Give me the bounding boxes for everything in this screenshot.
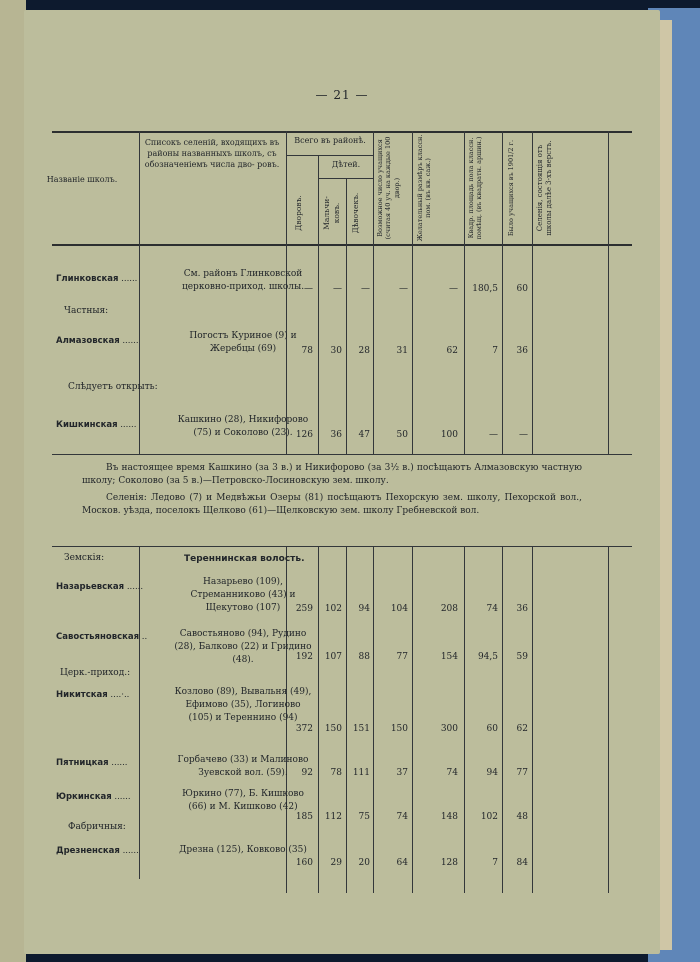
- cell-boys: 150: [324, 724, 342, 734]
- header-children: Дѣтей.: [331, 160, 361, 169]
- cell-area: 180,5: [472, 284, 498, 294]
- school-villages: Кашкино (28), Никифорово (75) и Соколово (23).: [177, 415, 309, 439]
- cell-pupils: 62: [516, 724, 528, 734]
- header-settlements: Селенія, состоящія отъ школы далѣе 3-хъ верстъ.: [536, 140, 554, 236]
- cell-girls: 94: [358, 604, 370, 614]
- book-page: [24, 10, 660, 954]
- cell-capacity: 150: [390, 724, 408, 734]
- school-villages: Юркино (77), Б. Кишково (66) и М. Кишково (42): [182, 789, 304, 813]
- cell-households: 126: [295, 430, 313, 440]
- header-girls: Дѣвочекъ.: [351, 192, 360, 234]
- cell-area: 94: [486, 768, 498, 778]
- school-villages: См. районъ Глинковской церковно-приход. школы.: [181, 269, 305, 293]
- section-label: Земскія:: [64, 553, 105, 563]
- cell-pupils: 60: [516, 284, 528, 294]
- cell-needed: 148: [440, 812, 458, 822]
- header-boys: Мальчи- ковъ.: [322, 196, 341, 230]
- section-label: Фабричныя:: [68, 822, 126, 832]
- cell-needed: 74: [446, 768, 458, 778]
- cell-households: 372: [295, 724, 313, 734]
- cell-boys: 112: [324, 812, 342, 822]
- cell-needed: 128: [440, 858, 458, 868]
- note-top-rule: [52, 454, 632, 455]
- cell-boys: 30: [330, 346, 342, 356]
- cell-capacity: 31: [396, 346, 408, 356]
- cell-households: 160: [295, 858, 313, 868]
- cell-area: —: [489, 430, 498, 440]
- page-edges: [658, 20, 672, 950]
- subheader-rule: [286, 155, 373, 156]
- header-area: Квадр. площадь пола классн. помѣщ. (въ квадратн. аршин.): [467, 136, 484, 240]
- header-pupils: Было учащихся въ 1901/2 г.: [507, 139, 515, 237]
- school-name: Глинковская ......: [56, 274, 138, 284]
- cell-girls: —: [361, 284, 370, 294]
- header-needed: Желательный размѣръ классн. пом. (въ кв. саж.): [416, 134, 433, 242]
- header-households: Дворовъ.: [294, 195, 303, 231]
- school-name: Савостьяновская ..: [56, 632, 148, 642]
- school-villages: Савостьяново (94), Рудино (28), Балково (22) и Гридино (48).: [174, 629, 312, 666]
- cell-pupils: 77: [516, 768, 528, 778]
- cell-area: 60: [486, 724, 498, 734]
- cell-area: 94,5: [477, 652, 498, 662]
- cell-girls: 75: [358, 812, 370, 822]
- cell-boys: 78: [330, 768, 342, 778]
- cell-pupils: 59: [516, 652, 528, 662]
- section-label: Слѣдуетъ открыть:: [68, 382, 158, 392]
- header-school: Названіе школъ.: [46, 175, 118, 184]
- school-name: Юркинская ......: [56, 792, 131, 802]
- cell-boys: 107: [324, 652, 342, 662]
- cell-capacity: —: [399, 284, 408, 294]
- cell-households: 259: [295, 604, 313, 614]
- cell-capacity: 50: [396, 430, 408, 440]
- page-number: — 21 —: [315, 88, 369, 102]
- cell-boys: 29: [330, 858, 342, 868]
- cell-girls: 47: [358, 430, 370, 440]
- school-name: Алмазовская ......: [56, 336, 139, 346]
- cell-capacity: 74: [396, 812, 408, 822]
- school-villages: Горбачево (33) и Малиново Зуевской вол. (59).: [177, 755, 309, 779]
- cell-households: 185: [295, 812, 313, 822]
- school-name: Кишкинская ......: [56, 420, 137, 430]
- section-label: Церк.-приход.:: [60, 668, 131, 678]
- school-villages: Дрезна (125), Ковково (35): [179, 845, 307, 855]
- cell-boys: —: [333, 284, 342, 294]
- cell-pupils: 48: [516, 812, 528, 822]
- cell-area: 7: [492, 858, 498, 868]
- school-name: Никитская ....·..: [56, 690, 130, 700]
- cell-area: 102: [480, 812, 498, 822]
- volost-heading: Тереннинская волость.: [184, 554, 305, 564]
- cell-capacity: 104: [390, 604, 408, 614]
- header-capacity: Возможное число учащихся (считая 40 уч. на каждые 100 двор.): [376, 136, 401, 240]
- cell-households: 78: [301, 346, 313, 356]
- school-name: Назарьевская ......: [56, 582, 144, 592]
- cell-boys: 102: [324, 604, 342, 614]
- section-rule: [52, 546, 632, 547]
- cell-girls: 151: [352, 724, 370, 734]
- note-paragraph: Селенія: Ледово (7) и Медвѣжьи Озеры (81) посѣщаютъ Пехорскую зем. школу, Пехорской вол., Москов. уѣзда, поселокъ Щелково (61)—Щелковскую зем. школу Гребневской вол.: [82, 493, 582, 517]
- school-name: Дрезненская ......: [56, 846, 139, 856]
- subheader-rule: [318, 178, 373, 179]
- cell-pupils: 36: [516, 604, 528, 614]
- cell-needed: 100: [440, 430, 458, 440]
- cell-capacity: 37: [396, 768, 408, 778]
- school-villages: Погостъ Куриное (9) и Жеребцы (69): [189, 331, 297, 355]
- facing-page-edge: [0, 0, 26, 962]
- cell-needed: —: [449, 284, 458, 294]
- section-label: Частныя:: [64, 306, 109, 316]
- cell-pupils: 36: [516, 346, 528, 356]
- header-villages: Списокъ селеній, входящихъ въ районы названныхъ школъ, съ обозначеніемъ числа дво- ровъ.: [144, 138, 280, 169]
- cell-area: 74: [486, 604, 498, 614]
- header-total: Всего въ районѣ.: [294, 136, 366, 145]
- cell-pupils: 84: [516, 858, 528, 868]
- cell-girls: 20: [358, 858, 370, 868]
- cell-boys: 36: [330, 430, 342, 440]
- cell-capacity: 64: [396, 858, 408, 868]
- cell-households: —: [304, 284, 313, 294]
- cell-households: 92: [301, 768, 313, 778]
- cell-needed: 300: [440, 724, 458, 734]
- note-paragraph: Въ настоящее время Кашкино (за 3 в.) и Никифорово (за 3½ в.) посѣщаютъ Алмазовскую частную школу; Соколово (за 5 в.)—Петровско-Лосиновскую зем. школу.: [82, 463, 582, 487]
- school-name: Пятницкая ......: [56, 758, 128, 768]
- cell-girls: 28: [358, 346, 370, 356]
- cell-needed: 208: [440, 604, 458, 614]
- cell-pupils: —: [519, 430, 528, 440]
- cell-households: 192: [295, 652, 313, 662]
- cell-girls: 88: [358, 652, 370, 662]
- cell-girls: 111: [352, 768, 370, 778]
- school-villages: Козлово (89), Вывальня (49), Ефимово (35), Логиново (105) и Тереннино (94): [174, 687, 312, 724]
- school-villages: Назарьево (109), Стреманниково (43) и Щекутово (107): [190, 577, 296, 614]
- cell-area: 7: [492, 346, 498, 356]
- cell-needed: 154: [440, 652, 458, 662]
- cell-needed: 62: [446, 346, 458, 356]
- cell-capacity: 77: [396, 652, 408, 662]
